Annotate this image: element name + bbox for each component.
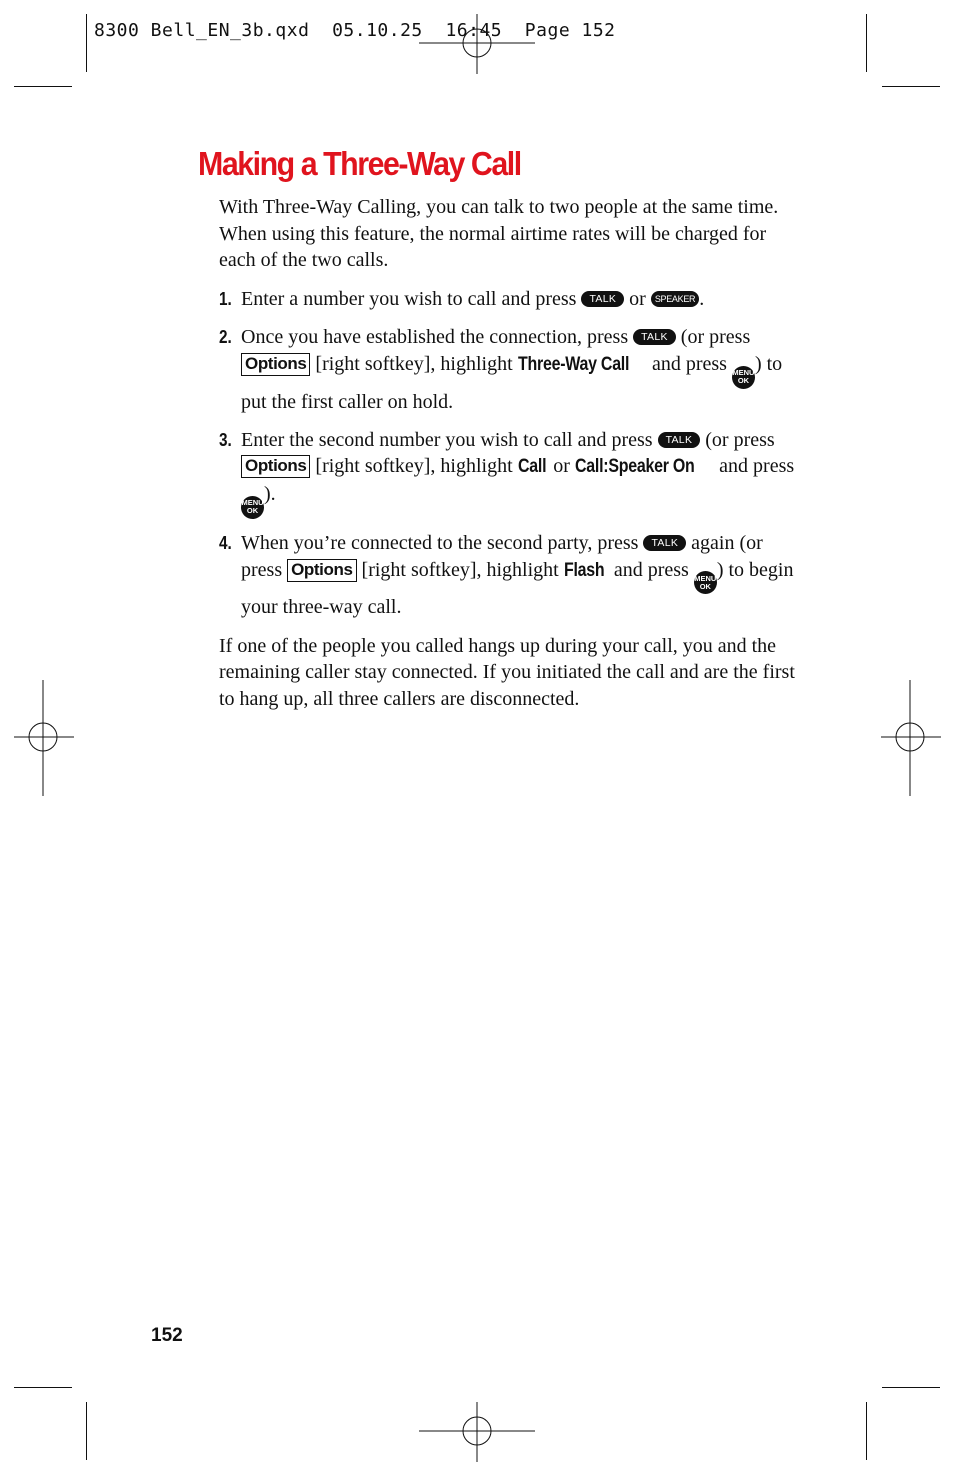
step-text: (or press	[680, 326, 751, 349]
intro-paragraph: With Three-Way Calling, you can talk to two people at the same time. When using this feature, the normal airtime rates will be charged for each of the two calls.	[219, 196, 779, 272]
talk-key-icon: TALK	[581, 291, 624, 307]
step-text: .	[699, 288, 705, 311]
step-2	[219, 324, 799, 415]
step-text: ) to put the first caller on hold.	[241, 353, 783, 413]
main-content	[219, 194, 799, 725]
step-text: When you’re connected to the second party, press	[241, 532, 639, 555]
step-text: Once you have established the connection, press	[241, 326, 629, 349]
step-text: or	[553, 455, 570, 478]
menu-option-highlight: Call	[517, 456, 546, 478]
step-text: and press	[613, 558, 689, 581]
registration-mark-left	[14, 680, 74, 796]
options-softkey-label: Options	[241, 353, 310, 376]
page-number: 152	[151, 1325, 183, 1346]
step-text: ) to begin your three-way call.	[241, 558, 794, 619]
step-text: Enter the second number you wish to call and press	[241, 428, 653, 451]
step-text: [right softkey], highlight	[315, 455, 513, 478]
registration-mark-right	[881, 680, 941, 796]
step-number: 3.	[219, 429, 232, 450]
menu-ok-key-icon: MENU OK	[694, 571, 717, 594]
page-title: Making a Three-Way Call	[198, 145, 521, 182]
step-number: 1.	[219, 289, 232, 310]
menu-ok-key-icon: MENU OK	[732, 366, 755, 389]
talk-key-icon: TALK	[658, 432, 701, 448]
step-4	[219, 530, 799, 621]
step-text: ).	[264, 483, 276, 506]
menu-option-highlight: Three-Way Call	[517, 354, 629, 376]
step-text: (or press	[705, 428, 775, 451]
menu-option-highlight: Flash	[563, 559, 605, 581]
steps-list	[219, 286, 799, 621]
talk-key-icon: TALK	[633, 329, 676, 345]
menu-ok-key-icon: MENU OK	[241, 496, 264, 519]
print-slug: 8300 Bell_EN_3b.qxd 05.10.25 16:45 Page 152	[94, 20, 616, 41]
closing-paragraph: If one of the people you called hangs up during your call, you and the remaining caller stay connected. If you initiated the call and are the first to hang up, all three callers are disconnected.	[219, 634, 795, 710]
step-number: 4.	[219, 533, 232, 554]
talk-key-icon: TALK	[643, 535, 686, 551]
step-1	[219, 286, 799, 313]
step-text: [right softkey], highlight	[361, 558, 559, 581]
step-text: and press	[651, 353, 727, 376]
speaker-key-icon: SPEAKER	[651, 291, 699, 307]
registration-mark-top	[419, 14, 535, 74]
step-text: and press	[719, 455, 795, 478]
step-text: [right softkey], highlight	[315, 353, 513, 376]
step-text: again (or press	[241, 532, 763, 581]
options-softkey-label: Options	[241, 455, 310, 478]
step-text: Enter a number you wish to call and press	[241, 288, 577, 311]
step-number: 2.	[219, 327, 232, 348]
menu-option-highlight: Call:Speaker On	[574, 456, 695, 478]
step-3	[219, 427, 799, 519]
options-softkey-label: Options	[287, 559, 356, 582]
registration-mark-bottom	[419, 1402, 535, 1462]
step-text: or	[629, 288, 646, 311]
